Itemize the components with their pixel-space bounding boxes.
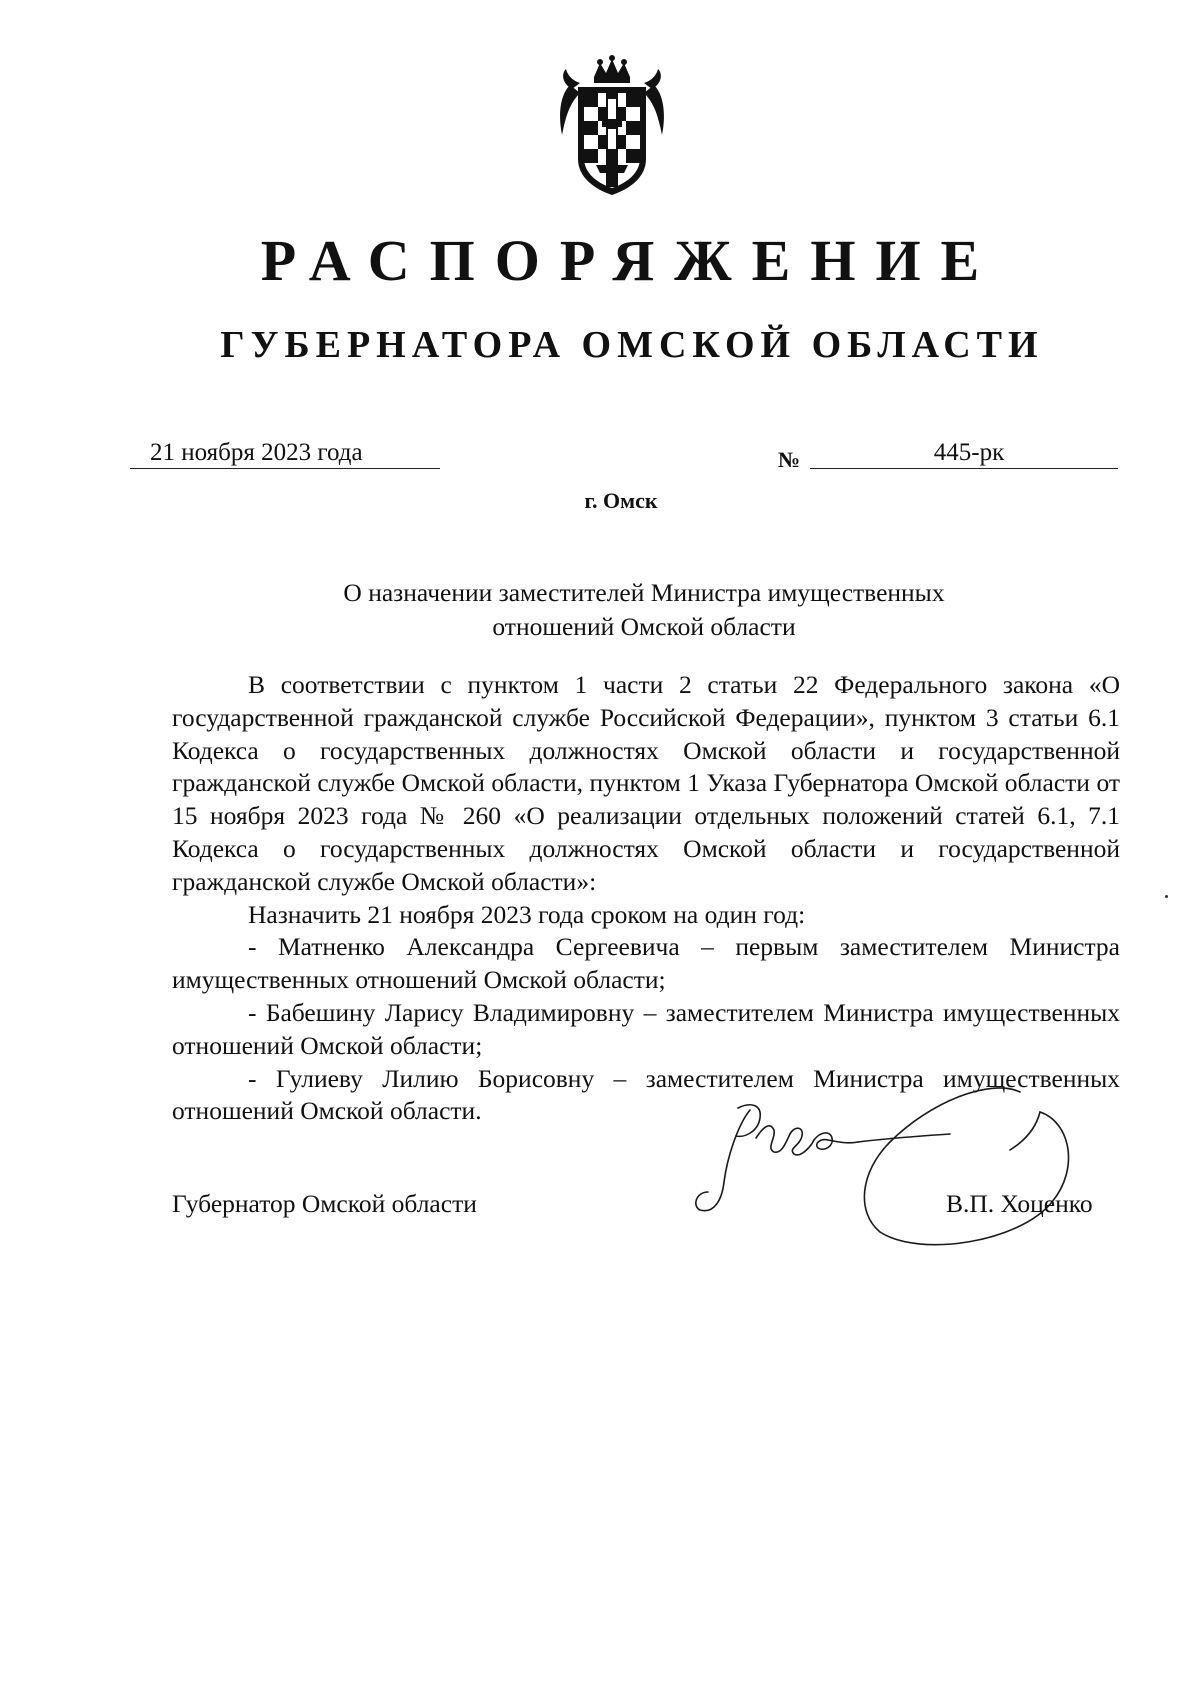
appointment-item: - Матненко Александра Сергеевича – первым заместителем Министра имущественных отношений Омской области; (172, 932, 1120, 995)
appointment-item: - Гулиеву Лилию Борисовну – заместителем Министра имущественных отношений Омской области. (172, 1063, 1120, 1126)
issue-city: г. Омск (584, 488, 658, 513)
document-type-heading: РАСПОРЯЖЕНИЕ (260, 228, 1000, 293)
preamble-paragraph: В соответствии с пунктом 1 части 2 статьи 22 Федерального закона «О государственной гражданской службе Российской Федерации», пунктом 3 статьи 6.1 Кодекса о государственных должностях Омской области и государственной гражданской службе Омской области, пунктом 1 Указа Губернатора Омской области от 15 ноября 2023 года № 260 «О реализации отдельных положений статей 6.1, 7.1 Кодекса о государственных должностях Омской области и государственной гражданской службе Омской области»: (172, 670, 1120, 896)
omsk-coat-of-arms-emblem (550, 55, 674, 197)
document-subject (0, 576, 1200, 644)
number-sign-label: № (778, 447, 801, 472)
document-body (172, 669, 1120, 1128)
scan-speck (1165, 895, 1168, 898)
subject-line-1: О назначении заместителей Министра имущественных (343, 578, 945, 607)
appointment-item: - Бабешину Ларису Владимировну – заместителем Министра имущественных отношений Омской области; (172, 997, 1120, 1060)
signer-position: Губернатор Омской области (172, 1189, 477, 1218)
subject-line-2: отношений Омской области (492, 612, 796, 641)
order-paragraph: Назначить 21 ноября 2023 года сроком на один год: (248, 899, 806, 929)
signer-name: В.П. Хоценко (946, 1189, 1093, 1218)
handwritten-signature (690, 1082, 1090, 1262)
document-date: 21 ноября 2023 года (130, 438, 440, 469)
document-number: 445-рк (810, 438, 1118, 469)
issuer-heading: ГУБЕРНАТОРА ОМСКОЙ ОБЛАСТИ (220, 324, 1044, 366)
